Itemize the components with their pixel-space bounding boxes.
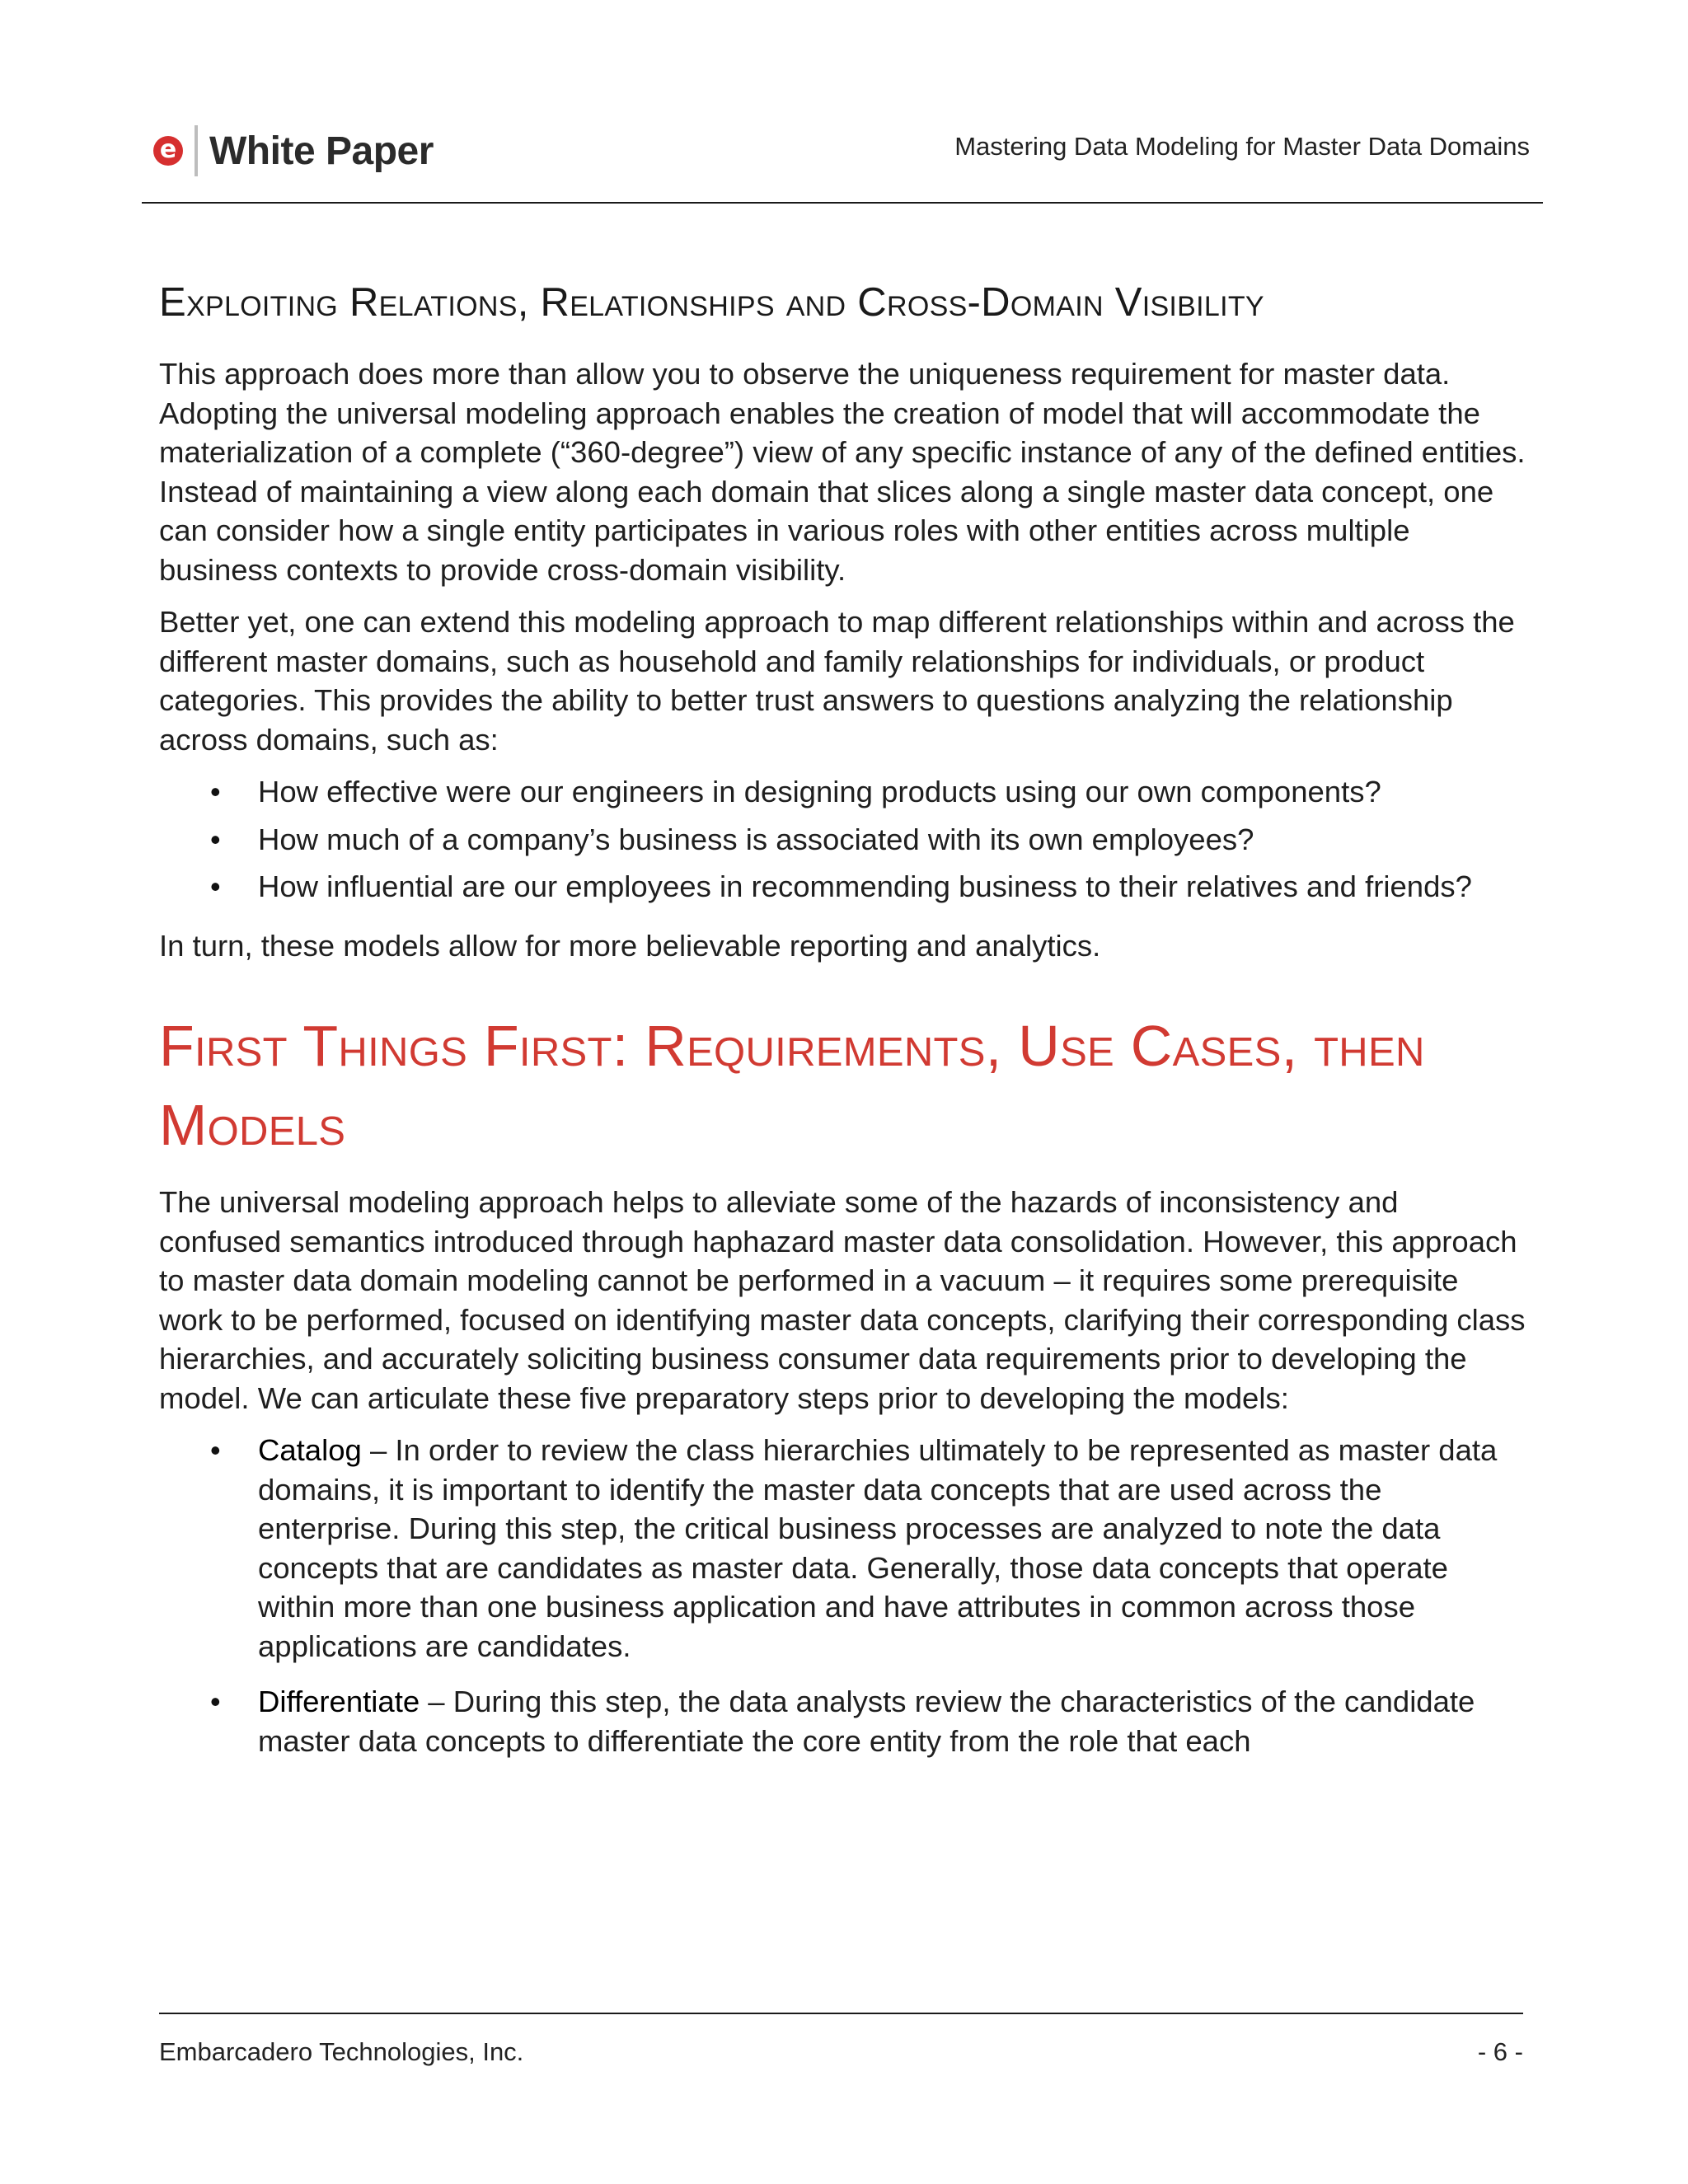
list-item-text: How effective were our engineers in designing products using our own components? <box>258 775 1381 808</box>
paragraph: The universal modeling approach helps to alleviate some of the hazards of inconsistency and confused semantics introduced through haphazard master data consolidation. However, this approach to master data domain modeling cannot be performed in a vacuum – it requires some prerequisite work to be performed, focused on identifying master data concepts, clarifying their corresponding class hierarchies, and accurately soliciting business consumer data requirements prior to developing the model. We can articulate these five preparatory steps prior to developing the models: <box>159 1185 1526 1415</box>
step-term: Differentiate <box>258 1685 420 1718</box>
page-content <box>159 272 1527 1780</box>
list-item-text: How influential are our employees in recommending business to their relatives and friends? <box>258 869 1472 903</box>
brand-logo <box>153 125 434 176</box>
list-item <box>159 772 1527 812</box>
document-title: Mastering Data Modeling for Master Data Domains <box>954 132 1530 161</box>
steps-list <box>159 1431 1527 1760</box>
step-description: – In order to review the class hierarchies ultimately to be represented as master data domains, it is important to identify the master data concepts that are used across the enterprise. During this step, the critical business processes are analyzed to note the data concepts that are candidates as master data. Generally, those data concepts that operate within more than one business application and have attributes in common across those applications are candidates. <box>258 1433 1498 1663</box>
list-item <box>159 1431 1527 1666</box>
step-term: Catalog <box>258 1433 362 1467</box>
bullet-icon: • <box>210 775 221 808</box>
list-item <box>159 820 1527 860</box>
paragraph: In turn, these models allow for more believable reporting and analytics. <box>159 928 1101 963</box>
paragraph: Better yet, one can extend this modeling approach to map different relationships within and across the different master domains, such as household and family relationships for individuals, or product categories. This provides the ability to better trust answers to questions analyzing the relationship across domains, such as: <box>159 605 1515 757</box>
bullet-icon: • <box>210 1433 221 1467</box>
bullet-icon: • <box>210 822 221 856</box>
list-item-text: How much of a company’s business is associated with its own employees? <box>258 822 1254 856</box>
logo-text: White Paper <box>209 129 434 173</box>
list-item <box>159 867 1527 907</box>
step-description: – During this step, the data analysts review the characteristics of the candidate master data concepts to differentiate the core entity from the role that each <box>258 1685 1475 1758</box>
embarcadero-e-icon: e <box>153 136 183 166</box>
section-heading-relations: Exploiting Relations, Relationships and Cross-Domain Visibility <box>159 280 1264 325</box>
list-item <box>159 1682 1527 1760</box>
footer-company: Embarcadero Technologies, Inc. <box>159 2037 524 2066</box>
bullet-icon: • <box>210 869 221 903</box>
logo-divider <box>195 125 198 176</box>
paragraph: This approach does more than allow you to observe the uniqueness requirement for master data. Adopting the universal modeling approach enables the creation of model that will accommodate the materialization of a complete (“360-degree”) view of any specific instance of any of the defined entities. Instead of maintaining a view along each domain that slices along a single master data concept, one can consider how a single entity participates in various roles with other entities across multiple business contexts to provide cross-domain visibility. <box>159 357 1526 587</box>
header-rule <box>142 202 1543 204</box>
page-number: - 6 - <box>1477 2037 1523 2066</box>
question-list <box>159 772 1527 907</box>
bullet-icon: • <box>210 1685 221 1718</box>
footer-rule <box>159 2013 1523 2014</box>
section-heading-requirements: First Things First: Requirements, Use Cases, then Models <box>159 1014 1425 1157</box>
